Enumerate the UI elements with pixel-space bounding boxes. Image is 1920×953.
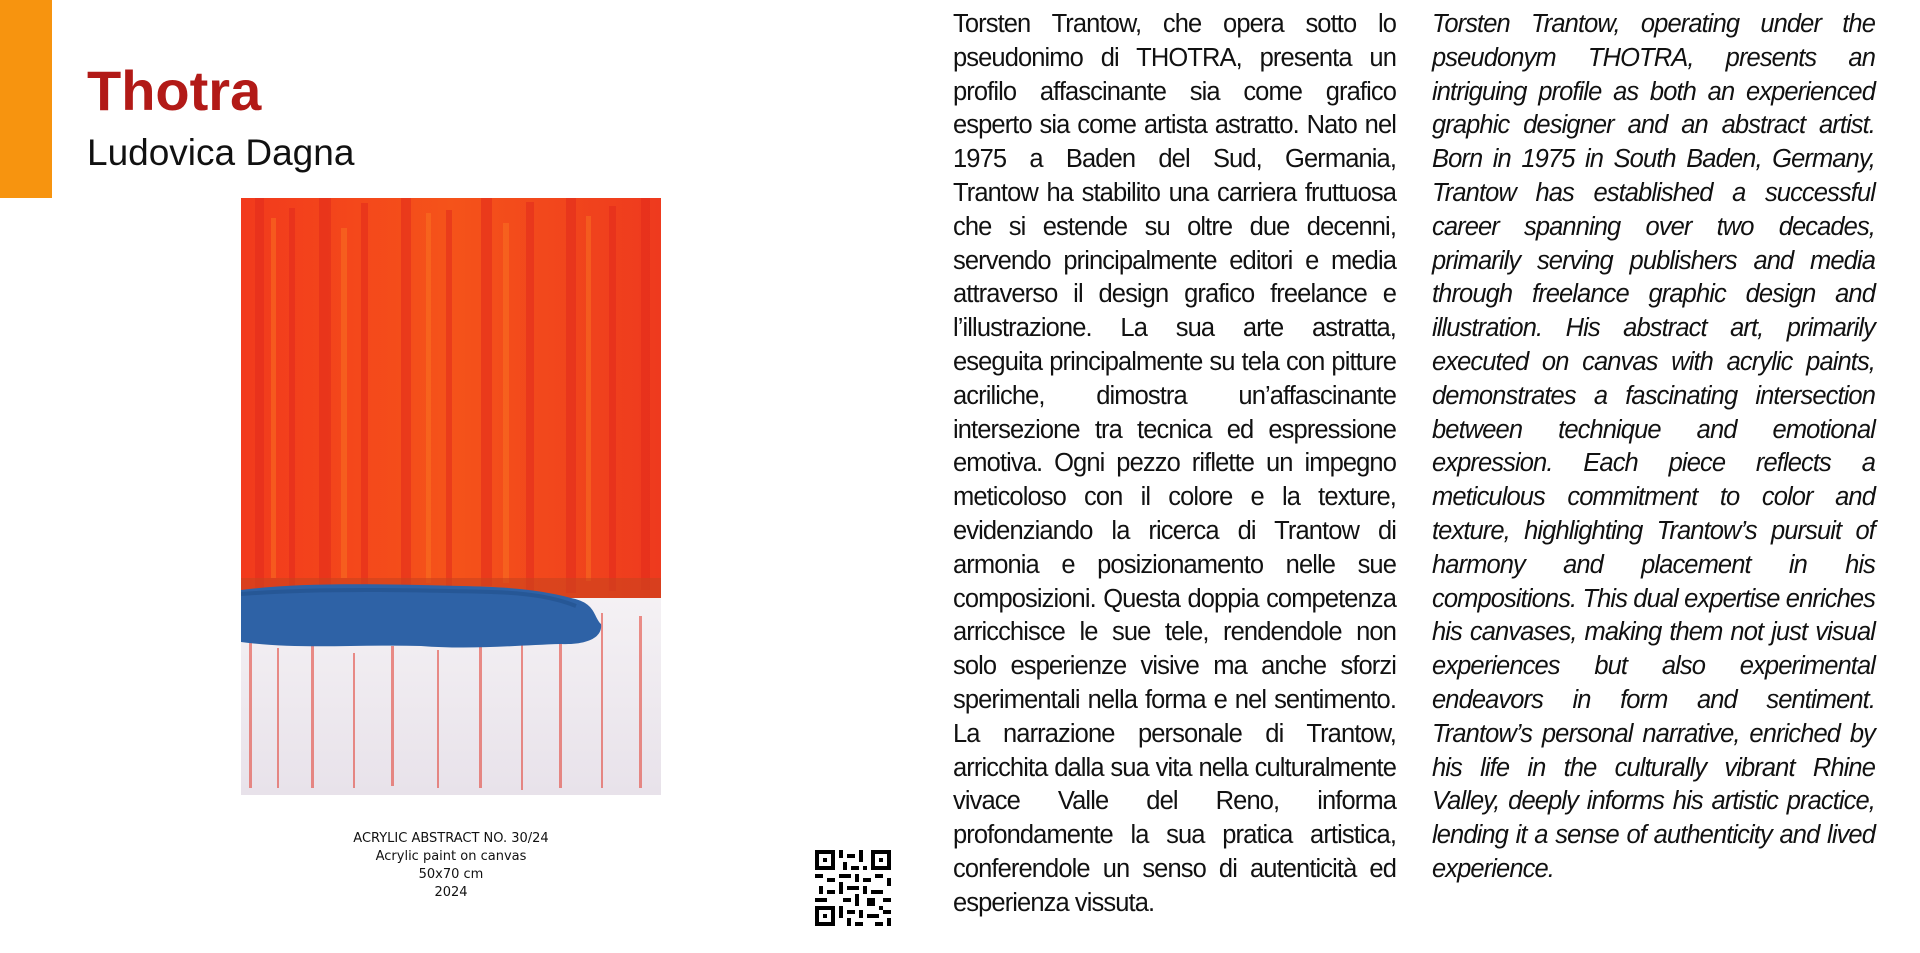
qr-code-icon[interactable] — [815, 850, 891, 926]
page-title: Thotra — [87, 59, 262, 122]
artwork-year: 2024 — [434, 885, 468, 900]
abstract-painting-image — [241, 198, 661, 795]
english-bio-text: Torsten Trantow, operating under the pseudonym THOTRA, presents an intriguing profile as both an experienced graphic designer and an abstract artist. Born in 1975 in South Baden, Germany, Trantow has established a successful career spanning over two decades, primarily serving publishers and media through freelance graphic design and illustration. His abstract art, primarily executed on canvas with acrylic paints, demonstrates a fascinating intersection between technique and emotional expression. Each piece reflects a meticulous commitment to color and texture, highlighting Trantow’s pursuit of harmony and placement in his compositions. This dual expertise enriches his canvases, making them not just visual experiences but also experimental endeavors in form and sentiment. Trantow’s personal narrative, enriched by his life in the culturally vibrant Rhine Valley, deeply informs his artistic practice, lending it a sense of authenticity and lived experience. — [1432, 10, 1875, 883]
artwork-title: ACRYLIC ABSTRACT NO. 30/24 — [353, 831, 549, 846]
artwork-size: 50x70 cm — [418, 867, 484, 882]
italian-bio-text: Torsten Trantow, che opera sotto lo pseudonimo di THOTRA, presenta un profilo affascinante sia come grafico esperto sia come artista astratto. Nato nel 1975 a Baden del Sud, Germania, Trantow ha stabilito una carriera fruttuosa che si estende su oltre due decenni, servendo principalmente editori e media attraverso il design grafico freelance e l’illustrazione. La sua arte astratta, eseguita principalmente su tela con pitture acriliche, dimostra un’affascinante intersezione tra tecnica ed espressione emotiva. Ogni pezzo riflette un impegno meticoloso con il colore e la texture, evidenziando la ricerca di Trantow di armonia e posizionamento nelle sue composizioni. Questa doppia competenza arricchisce le sue tele, rendendole non solo esperienze visive ma anche sforzi sperimentali nella forma e nel sentimento. La narrazione personale di Trantow, arricchita dalla sua vita nella culturalmente vivace Valle del Reno, informa profondamente la sua pratica artistica, conferendole un senso di autenticità ed esperienza vissuta. — [953, 10, 1396, 917]
artwork-medium: Acrylic paint on canvas — [375, 849, 527, 864]
accent-bar — [0, 0, 52, 198]
page-subtitle: Ludovica Dagna — [87, 132, 355, 173]
artwork-caption — [241, 830, 661, 902]
